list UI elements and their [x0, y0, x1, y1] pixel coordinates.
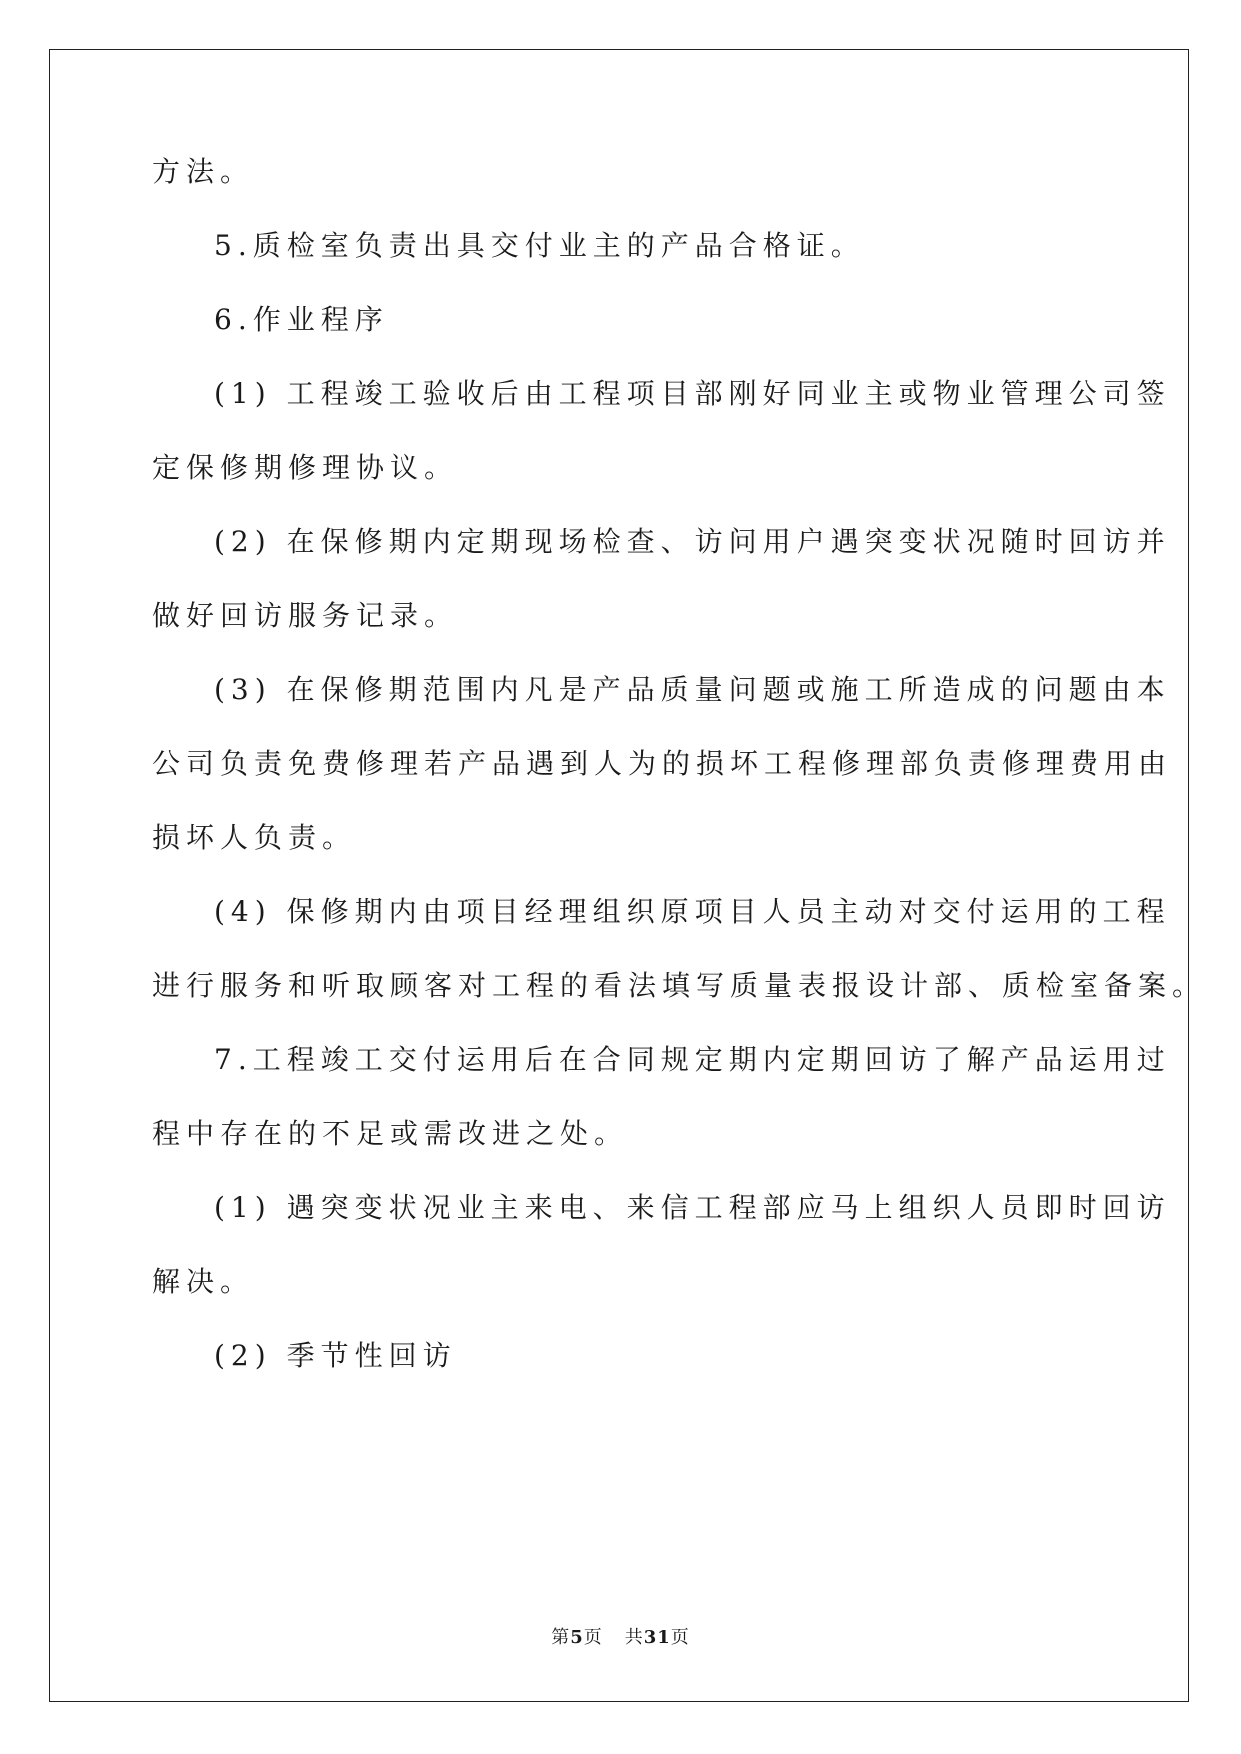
text-line: (1) 遇突变状况业主来电、来信工程部应马上组织人员即时回访: [214, 1191, 1171, 1224]
page-border: [49, 49, 1189, 1702]
text-line: 方法。: [152, 155, 255, 188]
text-line: 进行服务和听取顾客对工程的看法填写质量表报设计部、质检室备案。: [152, 969, 1207, 1002]
page-number: 5: [570, 1627, 584, 1648]
page-footer: [0, 1626, 1241, 1650]
text-line: (3) 在保修期范围内凡是产品质量问题或施工所造成的问题由本: [214, 673, 1171, 706]
text-line: 6.作业程序: [214, 303, 389, 336]
text-line: (2) 在保修期内定期现场检查、访问用户遇突变状况随时回访并: [214, 525, 1171, 558]
page-prefix: 第: [551, 1627, 571, 1648]
text-line: 7.工程竣工交付运用后在合同规定期内定期回访了解产品运用过: [214, 1043, 1171, 1076]
text-line: 做好回访服务记录。: [152, 599, 459, 632]
text-line: (1) 工程竣工验收后由工程项目部刚好同业主或物业管理公司签: [214, 377, 1171, 410]
text-line: 损坏人负责。: [152, 821, 357, 854]
text-line: (4) 保修期内由项目经理组织原项目人员主动对交付运用的工程: [214, 895, 1171, 928]
total-prefix: 共: [624, 1627, 644, 1648]
text-line: 解决。: [152, 1265, 255, 1298]
text-line: (2) 季节性回访: [214, 1339, 457, 1372]
text-line: 公司负责免费修理若产品遇到人为的损坏工程修理部负责修理费用由: [152, 747, 1173, 780]
text-line: 程中存在的不足或需改进之处。: [152, 1117, 629, 1150]
text-line: 定保修期修理协议。: [152, 451, 459, 484]
text-line: 5.质检室负责出具交付业主的产品合格证。: [214, 229, 865, 262]
total-suffix: 页: [670, 1627, 690, 1648]
page-suffix: 页: [583, 1627, 603, 1648]
total-pages: 31: [643, 1627, 671, 1648]
